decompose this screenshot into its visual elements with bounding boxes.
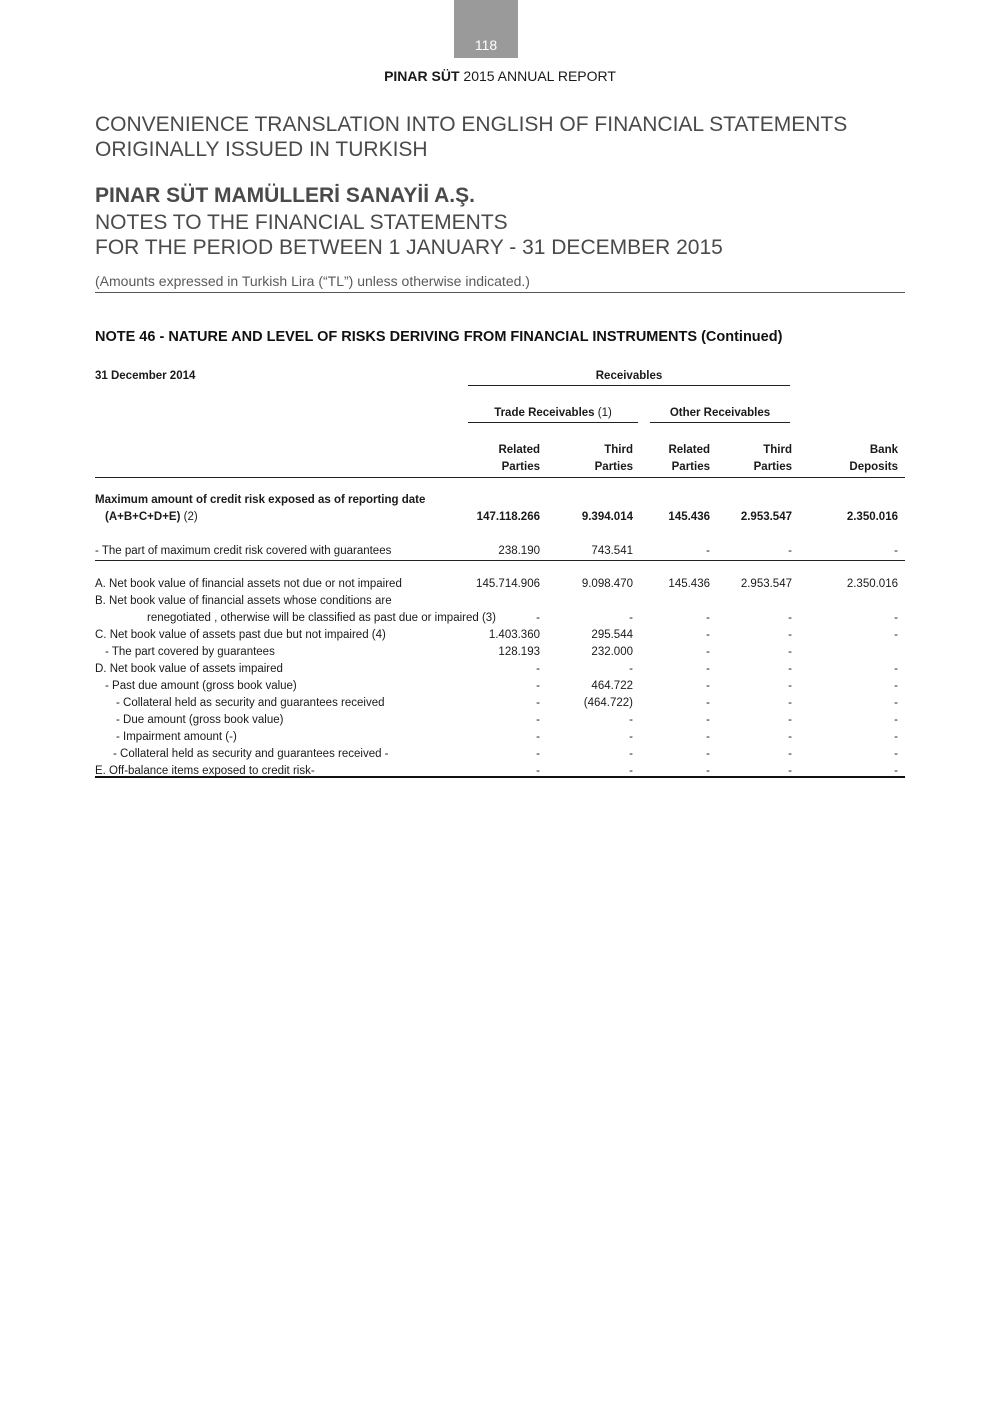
row-value: - [894, 663, 898, 675]
row-value: - [788, 646, 792, 658]
col5-header-line1: Bank [869, 444, 898, 456]
row-value: - [629, 765, 633, 777]
row-label: B. Net book value of financial assets whose conditions are [95, 595, 392, 607]
row-value: - [629, 748, 633, 760]
max-risk-value-5: 2.350.016 [846, 511, 898, 523]
guarantees-value-2: 743.541 [591, 545, 633, 557]
receivables-rule [468, 385, 790, 386]
row-value: - [536, 680, 540, 692]
row-value: - [894, 680, 898, 692]
page-number: 118 [474, 37, 498, 53]
row-label: D. Net book value of assets impaired [95, 663, 283, 675]
row-value: - [536, 731, 540, 743]
row-value: 232.000 [591, 646, 633, 658]
row-label: - Collateral held as security and guarantees received [116, 697, 385, 709]
row-value: - [706, 612, 710, 624]
receivables-group-header: Receivables [595, 370, 663, 382]
guarantees-value-4: - [788, 545, 792, 557]
row-value: 464.722 [591, 680, 633, 692]
report-title: 2015 ANNUAL REPORT [459, 68, 616, 84]
translation-heading [95, 112, 915, 162]
col1-header-line2: Parties [501, 461, 540, 473]
row-value: - [894, 697, 898, 709]
guarantees-value-1: 238.190 [498, 545, 540, 557]
row-value: 145.436 [668, 578, 710, 590]
row-value: - [629, 612, 633, 624]
row-value: - [788, 731, 792, 743]
row-value: 128.193 [498, 646, 540, 658]
row-value: - [788, 765, 792, 777]
header-bottom-rule [95, 477, 905, 478]
row-value: - [788, 714, 792, 726]
col4-header-line2: Parties [753, 461, 792, 473]
max-risk-value-2: 9.394.014 [581, 511, 633, 523]
row-value: - [536, 697, 540, 709]
notes-heading-line1: NOTES TO THE FINANCIAL STATEMENTS [95, 211, 508, 234]
row-value: - [706, 731, 710, 743]
trade-receivables-header [468, 407, 638, 419]
row-value: - [788, 629, 792, 641]
row-value: - [706, 697, 710, 709]
row-label: - Impairment amount (-) [116, 731, 237, 743]
row-value: - [788, 680, 792, 692]
notes-heading-line2: FOR THE PERIOD BETWEEN 1 JANUARY - 31 DECEMBER 2015 [95, 236, 723, 259]
row-value: - [894, 731, 898, 743]
guarantees-value-3: - [706, 545, 710, 557]
row-value: 1.403.360 [488, 629, 540, 641]
row-value: - [788, 748, 792, 760]
trade-receivables-rule [468, 422, 638, 423]
guarantees-rule [95, 560, 905, 561]
row-value: - [706, 663, 710, 675]
row-value: - [788, 697, 792, 709]
col3-header-line1: Related [668, 444, 710, 456]
amounts-note: (Amounts expressed in Turkish Lira (“TL”) unless otherwise indicated.) [95, 273, 905, 293]
row-label: C. Net book value of assets past due but not impaired (4) [95, 629, 386, 641]
translation-heading-line1: CONVENIENCE TRANSLATION INTO ENGLISH OF FINANCIAL STATEMENTS [95, 113, 848, 136]
company-name: PINAR SÜT MAMÜLLERİ SANAYİİ A.Ş. [95, 184, 475, 207]
row-value: - [536, 612, 540, 624]
row-value: - [706, 646, 710, 658]
row-label: - Collateral held as security and guarantees received - [113, 748, 389, 760]
notes-heading [95, 210, 915, 260]
note-title: NOTE 46 - NATURE AND LEVEL OF RISKS DERIVING FROM FINANCIAL INSTRUMENTS (Continued) [95, 329, 783, 345]
row-value: - [536, 748, 540, 760]
report-header [0, 68, 1000, 84]
row-label: E. Off-balance items exposed to credit risk- [95, 765, 315, 777]
report-brand: PINAR SÜT [384, 68, 460, 84]
row-value: - [536, 714, 540, 726]
col2-header-line1: Third [604, 444, 633, 456]
col4-header-line1: Third [763, 444, 792, 456]
row-value: 2.350.016 [846, 578, 898, 590]
guarantees-label: - The part of maximum credit risk covered with guarantees [95, 545, 392, 557]
row-value: - [894, 612, 898, 624]
row-value: - [629, 731, 633, 743]
row-value: - [706, 748, 710, 760]
row-value: - [894, 629, 898, 641]
trade-receivables-note: (1) [594, 407, 612, 419]
max-risk-label-line1: Maximum amount of credit risk exposed as of reporting date [95, 494, 426, 506]
row-value: - [788, 663, 792, 675]
row-value: - [894, 714, 898, 726]
row-value: - [706, 680, 710, 692]
other-receivables-header: Other Receivables [669, 407, 771, 419]
row-value: - [894, 748, 898, 760]
col3-header-line2: Parties [671, 461, 710, 473]
row-value: 2.953.547 [740, 578, 792, 590]
row-value: 9.098.470 [581, 578, 633, 590]
max-risk-value-1: 147.118.266 [476, 511, 540, 523]
row-value: - [706, 714, 710, 726]
row-value: - [706, 765, 710, 777]
other-receivables-rule [650, 422, 790, 423]
max-risk-formula: (A+B+C+D+E) [105, 511, 181, 523]
page-number-tab [454, 0, 518, 58]
row-value: (464.722) [583, 697, 633, 709]
row-value: - [788, 612, 792, 624]
max-risk-note: (2) [180, 511, 198, 523]
col1-header-line1: Related [498, 444, 540, 456]
row-value: 295.544 [591, 629, 633, 641]
max-risk-value-3: 145.436 [668, 511, 710, 523]
max-risk-value-4: 2.953.547 [740, 511, 792, 523]
row-value: - [706, 629, 710, 641]
guarantees-value-5: - [894, 545, 898, 557]
row-label: - The part covered by guarantees [105, 646, 275, 658]
trade-receivables-label: Trade Receivables [494, 407, 595, 419]
table-bottom-rule [95, 776, 905, 778]
row-label: renegotiated , otherwise will be classified as past due or impaired (3) [147, 612, 497, 624]
row-label: - Past due amount (gross book value) [105, 680, 297, 692]
row-value: - [894, 765, 898, 777]
row-label: A. Net book value of financial assets not due or not impaired [95, 578, 402, 590]
row-value: - [629, 663, 633, 675]
row-label: - Due amount (gross book value) [116, 714, 284, 726]
row-value: - [536, 765, 540, 777]
row-value: - [536, 663, 540, 675]
col2-header-line2: Parties [594, 461, 633, 473]
translation-heading-line2: ORIGINALLY ISSUED IN TURKISH [95, 138, 428, 161]
row-value: 145.714.906 [476, 578, 540, 590]
col5-header-line2: Deposits [849, 461, 898, 473]
row-value: - [629, 714, 633, 726]
table-date-label: 31 December 2014 [95, 370, 196, 382]
max-risk-label-line2 [105, 511, 198, 523]
